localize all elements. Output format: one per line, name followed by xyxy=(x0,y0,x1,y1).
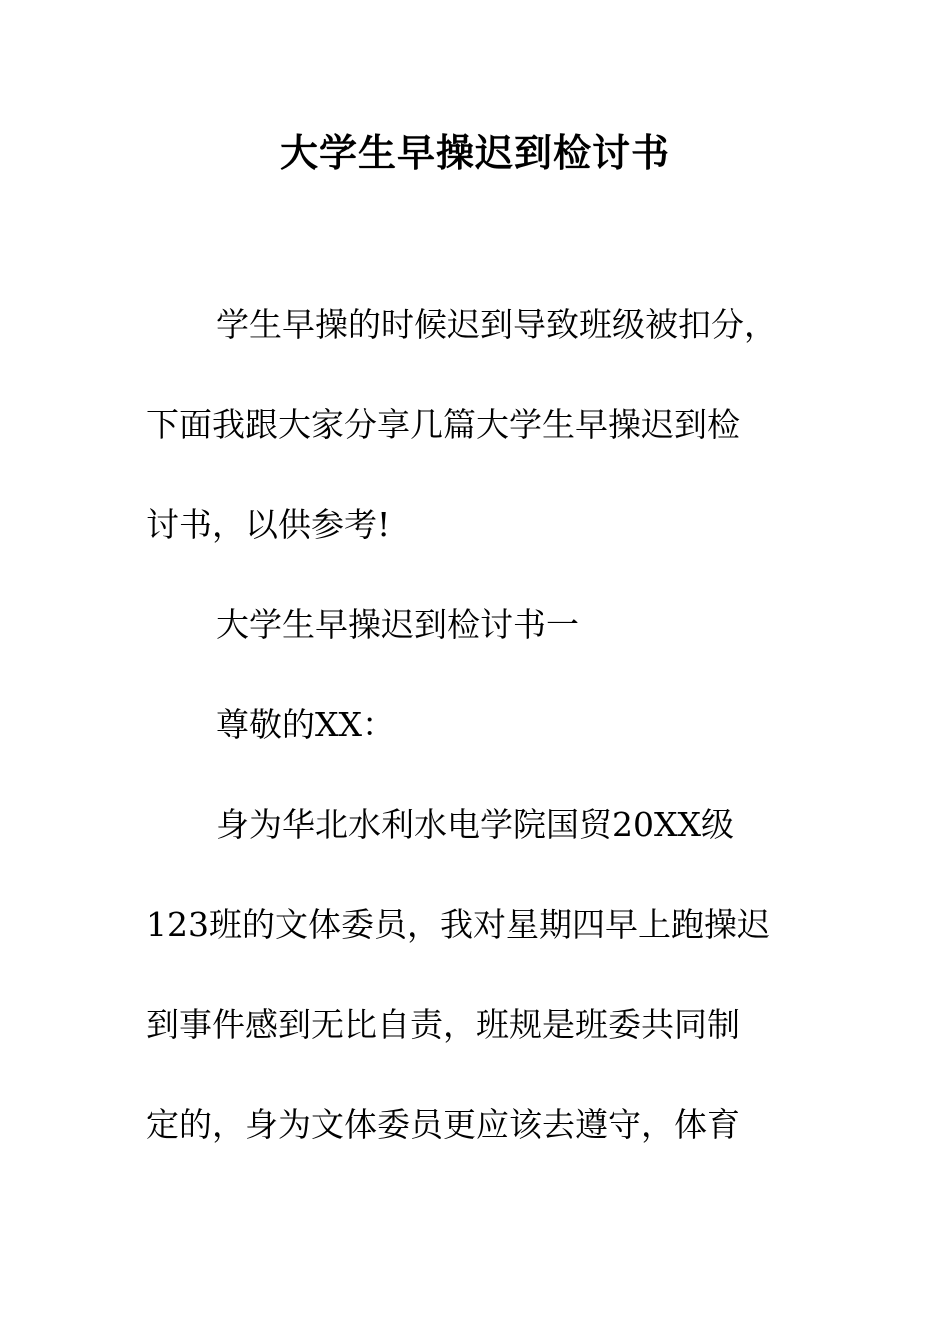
paragraph-line: 学生早操的时候迟到导致班级被扣分， xyxy=(216,305,777,344)
paragraph-line: 讨书，以供参考! xyxy=(146,505,391,544)
paragraph-line: 身为华北水利水电学院国贸20XX级 xyxy=(216,805,734,844)
salutation: 尊敬的XX： xyxy=(216,705,395,744)
paragraph-line: 123班的文体委员，我对星期四早上跑操迟 xyxy=(146,905,770,944)
paragraph-line: 定的，身为文体委员更应该去遵守，体育 xyxy=(146,1105,740,1144)
paragraph-line: 到事件感到无比自责，班规是班委共同制 xyxy=(146,1005,740,1044)
document-title: 大学生早操迟到检讨书 xyxy=(279,130,670,175)
paragraph-line: 下面我跟大家分享几篇大学生早操迟到检 xyxy=(146,405,740,444)
section-heading: 大学生早操迟到检讨书一 xyxy=(216,605,579,644)
